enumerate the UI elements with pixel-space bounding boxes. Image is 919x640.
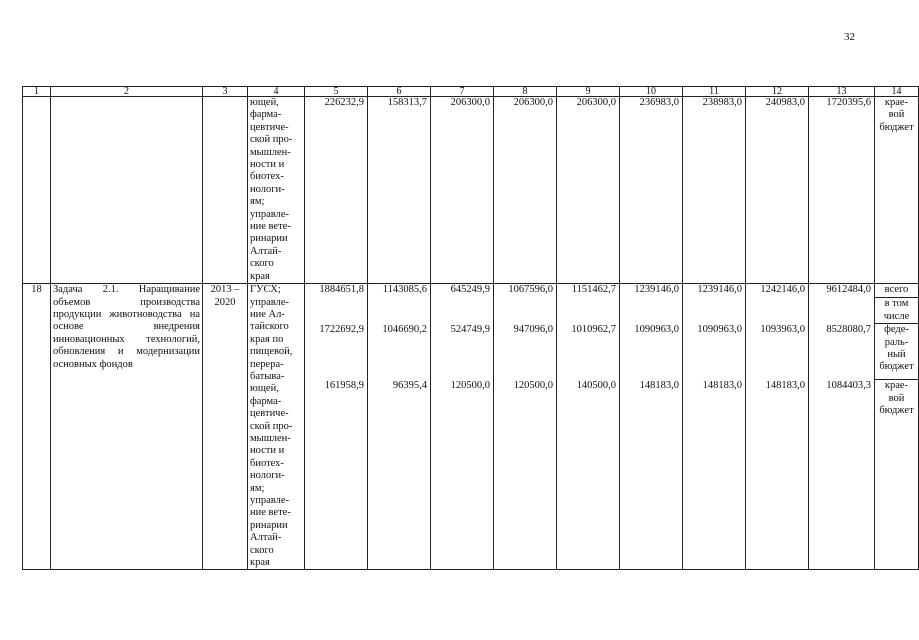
executor-cell: ющей, фарма- цевтиче- ской про- мышлен- ности и биотех- нологи- ям; управле- ние вете- ринарии Алтай- ского края — [248, 97, 305, 284]
value-cell: 1093963,0 — [746, 324, 809, 380]
value-cell: 96395,4 — [368, 380, 431, 570]
value-cell: 120500,0 — [431, 380, 494, 570]
value-cell: 1084403,3 — [809, 380, 875, 570]
value-cell: 8528080,7 — [809, 324, 875, 380]
value-cell: 1884651,8 — [305, 284, 368, 298]
value-cell: 1722692,9 — [305, 324, 368, 380]
table-row — [23, 97, 919, 284]
column-header: 12 — [746, 87, 809, 97]
value-cell: 148183,0 — [620, 380, 683, 570]
value-cell: 1010962,7 — [557, 324, 620, 380]
value-cell — [494, 298, 557, 324]
table-row — [23, 284, 919, 298]
value-cell — [683, 298, 746, 324]
column-header: 5 — [305, 87, 368, 97]
value-cell: 206300,0 — [557, 97, 620, 284]
value-cell: 947096,0 — [494, 324, 557, 380]
column-header: 7 — [431, 87, 494, 97]
executor-cell: ГУСХ; управле- ние Ал- тайского края по пищевой, перера- батыва- ющей, фарма- цевтиче- ской про- мышлен- ности и биотех- нологи- ям; управле- ние вете- ринарии Алтай- ского края — [248, 284, 305, 570]
row-number-cell — [23, 97, 51, 284]
value-cell: 1067596,0 — [494, 284, 557, 298]
value-cell: 1242146,0 — [746, 284, 809, 298]
value-cell: 1090963,0 — [683, 324, 746, 380]
value-cell: 1090963,0 — [620, 324, 683, 380]
funding-source-cell: крае- вой бюджет — [875, 380, 919, 570]
value-cell: 1151462,7 — [557, 284, 620, 298]
value-cell: 206300,0 — [494, 97, 557, 284]
value-cell — [809, 298, 875, 324]
value-cell: 226232,9 — [305, 97, 368, 284]
value-cell — [431, 298, 494, 324]
value-cell: 645249,9 — [431, 284, 494, 298]
period-cell — [203, 97, 248, 284]
value-cell — [746, 298, 809, 324]
funding-source-cell: в том числе — [875, 298, 919, 324]
value-cell — [368, 298, 431, 324]
column-header: 10 — [620, 87, 683, 97]
value-cell: 1239146,0 — [620, 284, 683, 298]
row-number-cell: 18 — [23, 284, 51, 570]
column-header: 14 — [875, 87, 919, 97]
value-cell: 120500,0 — [494, 380, 557, 570]
funding-source-cell: всего — [875, 284, 919, 298]
column-header: 13 — [809, 87, 875, 97]
budget-table — [22, 86, 919, 570]
header-row — [23, 87, 919, 97]
value-cell: 206300,0 — [431, 97, 494, 284]
value-cell: 238983,0 — [683, 97, 746, 284]
value-cell: 1046690,2 — [368, 324, 431, 380]
value-cell: 161958,9 — [305, 380, 368, 570]
value-cell: 148183,0 — [683, 380, 746, 570]
column-header: 3 — [203, 87, 248, 97]
column-header: 6 — [368, 87, 431, 97]
value-cell: 1143085,6 — [368, 284, 431, 298]
value-cell: 1720395,6 — [809, 97, 875, 284]
value-cell: 236983,0 — [620, 97, 683, 284]
column-header: 4 — [248, 87, 305, 97]
task-cell — [51, 97, 203, 284]
value-cell — [305, 298, 368, 324]
value-cell: 148183,0 — [746, 380, 809, 570]
value-cell: 1239146,0 — [683, 284, 746, 298]
column-header: 9 — [557, 87, 620, 97]
value-cell: 140500,0 — [557, 380, 620, 570]
value-cell — [620, 298, 683, 324]
task-cell: Задача 2.1. Наращивание объемов производства продукции животноводства на основе внедрения инновационных технологий, обновления и модернизации основных фондов — [51, 284, 203, 570]
column-header: 8 — [494, 87, 557, 97]
funding-source-cell: феде- раль- ный бюджет — [875, 324, 919, 380]
funding-source-cell: крае- вой бюджет — [875, 97, 919, 284]
value-cell: 158313,7 — [368, 97, 431, 284]
column-header: 1 — [23, 87, 51, 97]
value-cell: 240983,0 — [746, 97, 809, 284]
column-header: 11 — [683, 87, 746, 97]
value-cell — [557, 298, 620, 324]
column-header: 2 — [51, 87, 203, 97]
period-cell: 2013 – 2020 — [203, 284, 248, 570]
value-cell: 9612484,0 — [809, 284, 875, 298]
page-number: 32 — [844, 31, 855, 43]
value-cell: 524749,9 — [431, 324, 494, 380]
